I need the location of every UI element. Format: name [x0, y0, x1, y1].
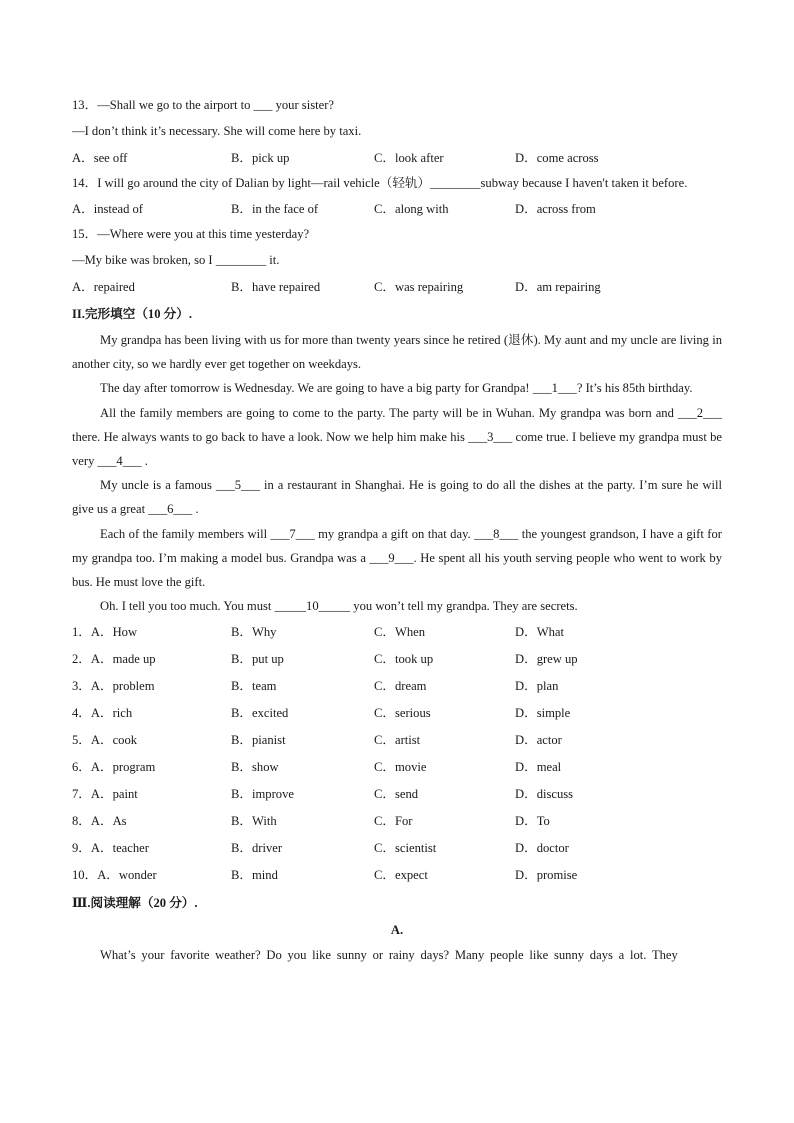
option-a: 5．A．cook [72, 733, 138, 748]
option-d: D．meal [515, 760, 562, 775]
option-a: 1．A．How [72, 625, 138, 640]
option-a: 9．A．teacher [72, 841, 149, 856]
question-13 [72, 93, 722, 171]
cloze-option-row [72, 781, 722, 808]
option-b: B．driver [231, 841, 283, 856]
cloze-options [72, 619, 722, 889]
passage-label: A. [390, 923, 404, 938]
option-b: B．pianist [231, 733, 286, 748]
option-d: D．am repairing [515, 279, 601, 294]
option-a: A．repaired [72, 279, 135, 294]
option-d: D．across from [515, 202, 596, 217]
question-15 [72, 222, 722, 300]
option-b: B．mind [231, 868, 278, 883]
option-d: D．What [515, 625, 564, 640]
passage-paragraph: All the family members are going to come to the party. The party will be in Wuhan. My grandpa was born and ___2___ there. He always wants to go back to have a look. Now we help him make his ___3___ come true. I believe my grandpa must be very ___4___ . [72, 405, 722, 468]
option-d: D．come across [515, 150, 599, 165]
option-b: B．put up [231, 652, 284, 667]
options-row [72, 196, 722, 222]
option-b: B．Why [231, 625, 277, 640]
options-row [72, 274, 722, 300]
option-a: 8．A．As [72, 814, 127, 829]
question-14 [72, 171, 722, 223]
passage-paragraph: My uncle is a famous ___5___ in a restaurant in Shanghai. He is going to do all the dishes at the party. I’m sure he will give us a great ___6___ . [72, 478, 722, 517]
option-d: D．discuss [515, 787, 574, 802]
option-c: C．took up [374, 652, 434, 667]
cloze-passage [72, 328, 722, 618]
option-a: 4．A．rich [72, 706, 133, 721]
option-c: C．look after [374, 150, 444, 165]
passage-paragraph: My grandpa has been living with us for more than twenty years since he retired (退休). My aunt and my uncle are living in another city, so we hardly ever get together on weekdays. [72, 332, 722, 372]
option-b: B．improve [231, 787, 294, 802]
option-b: B．in the face of [231, 202, 319, 217]
option-a: 6．A．program [72, 760, 156, 775]
option-a: 7．A．paint [72, 787, 138, 802]
option-d: D．plan [515, 679, 559, 694]
cloze-option-row [72, 700, 722, 727]
option-c: C．was repairing [374, 279, 464, 294]
option-b: B．excited [231, 706, 289, 721]
cloze-option-row [72, 862, 722, 889]
question-stem: 15．—Where were you at this time yesterday? [72, 227, 310, 242]
option-a: A．instead of [72, 202, 143, 217]
cloze-option-row [72, 727, 722, 754]
section-3-title: Ⅲ.阅读理解（20 分）. [72, 896, 198, 911]
passage-paragraph: Oh. I tell you too much. You must _____10_____ you won’t tell my grandpa. They are secrets. [100, 599, 578, 614]
passage-first-line: What’s your favorite weather? Do you like sunny or rainy days? Many people like sunny days a lot. They [100, 948, 678, 963]
cloze-option-row [72, 673, 722, 700]
option-a: A．see off [72, 150, 128, 165]
passage-paragraph: Each of the family members will ___7___ my grandpa a gift on that day. ___8___ the youngest grandson, I have a gift for my grandpa too. I’m making a model bus. Grandpa was a ___9___. He spent all his youth serving people who went to work by bus. He must love the gift. [72, 526, 722, 590]
option-c: C．serious [374, 706, 431, 721]
option-b: B．show [231, 760, 279, 775]
option-b: B．have repaired [231, 279, 321, 294]
question-stem: 13．—Shall we go to the airport to ___ your sister? [72, 98, 334, 112]
option-b: B．pick up [231, 150, 290, 165]
passage-paragraph: The day after tomorrow is Wednesday. We are going to have a big party for Grandpa! ___1___? It’s his 85th birthday. [100, 381, 693, 396]
option-c: C．When [374, 625, 426, 640]
option-c: C．movie [374, 760, 427, 775]
option-d: D．grew up [515, 652, 578, 667]
option-d: D．actor [515, 733, 562, 748]
option-d: D．simple [515, 706, 571, 721]
option-c: C．For [374, 814, 413, 829]
cloze-option-row [72, 646, 722, 673]
question-reply: —My bike was broken, so I ________ it. [72, 253, 280, 268]
cloze-option-row [72, 808, 722, 835]
option-c: C．artist [374, 733, 421, 748]
cloze-option-row [72, 835, 722, 862]
option-b: B．With [231, 814, 277, 829]
cloze-option-row [72, 619, 722, 646]
option-b: B．team [231, 679, 277, 694]
question-reply: —I don’t think it’s necessary. She will come here by taxi. [72, 123, 362, 138]
option-d: D．doctor [515, 841, 569, 856]
option-c: C．dream [374, 679, 427, 694]
option-d: D．promise [515, 868, 578, 883]
option-a: 2．A．made up [72, 652, 156, 667]
option-c: C．scientist [374, 841, 437, 856]
section-2-title: II.完形填空（10 分）. [72, 306, 192, 321]
document-page [72, 93, 722, 969]
options-row [72, 145, 722, 171]
question-stem: 14．I will go around the city of Dalian by light—rail vehicle（轻轨）________subway because I haven't taken it before. [72, 175, 688, 190]
option-a: 3．A．problem [72, 679, 155, 694]
option-c: C．expect [374, 868, 428, 883]
option-d: D．To [515, 814, 550, 829]
option-a: 10．A．wonder [72, 868, 157, 883]
cloze-option-row [72, 754, 722, 781]
option-c: C．along with [374, 202, 449, 217]
option-c: C．send [374, 787, 419, 802]
